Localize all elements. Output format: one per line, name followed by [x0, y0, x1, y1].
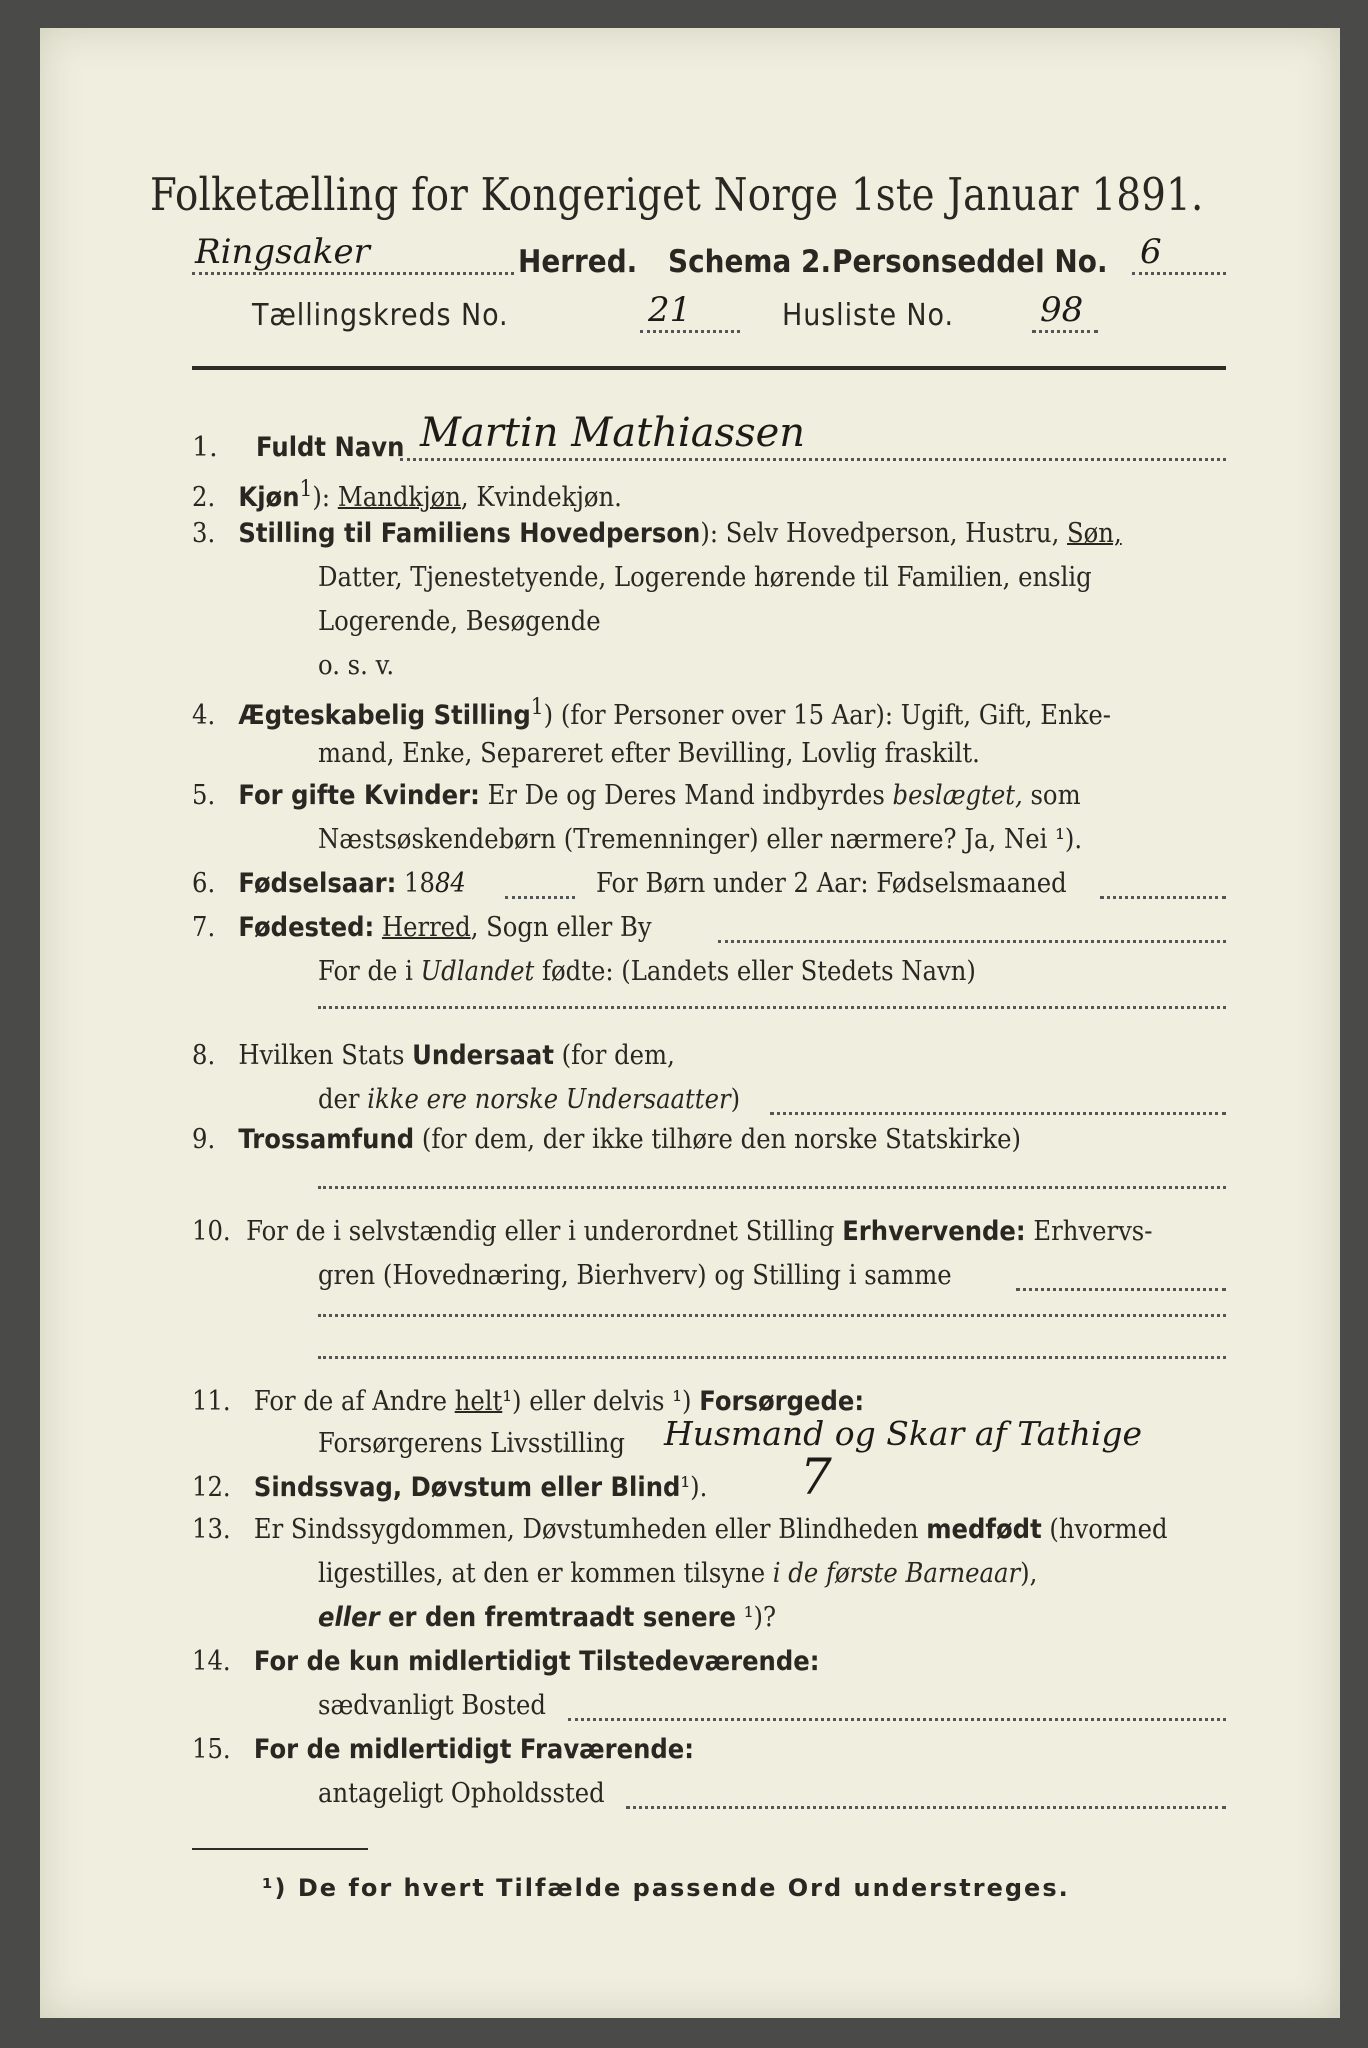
item-6-dots — [1100, 896, 1226, 899]
item-10-line2: gren (Hovednæring, Bierhverv) og Stilling i samme — [318, 1260, 952, 1291]
item-7-line2-dots — [318, 1006, 1226, 1009]
footnote: ¹) De for hvert Tilfælde passende Ord understreges. — [262, 1874, 1070, 1902]
item-6-line1: 6. Fødselsaar: 1884 — [192, 868, 466, 899]
husliste-dots — [1032, 330, 1098, 333]
item-7-dots — [718, 940, 1226, 943]
item-4-line2: mand, Enke, Separeret efter Bevilling, Lovlig fraskilt. — [318, 738, 980, 769]
taellingskreds-dots — [640, 330, 740, 333]
schema-label: Schema 2. — [668, 244, 832, 280]
item-13-line1: 13. Er Sindssygdommen, Døvstumheden eller Blindheden medfødt (hvormed — [192, 1514, 1168, 1545]
item-14-line2: sædvanligt Bosted — [318, 1690, 546, 1721]
item-3-line4: o. s. v. — [318, 650, 395, 681]
stilling-selected: Søn, — [1067, 518, 1122, 549]
item-10-line3-dots — [318, 1314, 1226, 1317]
item-10-line4-dots — [318, 1356, 1226, 1359]
item-12-line1: 12. Sindssvag, Døvstum eller Blind¹). — [192, 1472, 708, 1503]
form-title: Folketælling for Kongeriget Norge 1ste Januar 1891. — [150, 168, 1204, 221]
item-6-sub: For Børn under 2 Aar: Fødselsmaaned — [596, 868, 1067, 899]
taellingskreds-value: 21 — [648, 290, 692, 330]
item-2-line: 2. Kjøn$^1$): Mandkjøn, Kvindekjøn. — [192, 476, 622, 513]
item-8-line1: 8. Hvilken Stats Undersaat (for dem, — [192, 1040, 675, 1071]
item-13-line3: eller er den fremtraadt senere ¹)? — [318, 1602, 777, 1633]
item-14-dots — [568, 1718, 1226, 1721]
item-3-line2: Datter, Tjenestetyende, Logerende hørende til Familien, enslig — [318, 562, 1092, 593]
forsorger-livsstilling-value: Husmand og Skar af Tathige — [664, 1414, 1143, 1453]
item-10-line1: 10. For de i selvstændig eller i underordnet Stilling Erhvervende: Erhvervs- — [192, 1216, 1153, 1247]
personseddel-label: Personseddel No. — [832, 244, 1108, 280]
full-name-value: Martin Mathiassen — [420, 410, 806, 456]
forsorget-selected: helt — [454, 1386, 503, 1417]
personseddel-dots — [1132, 272, 1226, 275]
item-8-dots — [770, 1112, 1226, 1115]
husliste-value: 98 — [1040, 290, 1084, 330]
item-7-line1: 7. Fødested: Herred, Sogn eller By — [192, 912, 652, 943]
item-4-line1: 4. Ægteskabelig Stilling$^1$) (for Personer over 15 Aar): Ugift, Gift, Enke- — [192, 694, 1111, 731]
item-7-line2: For de i Udlandet fødte: (Landets eller Stedets Navn) — [318, 956, 976, 987]
item-5-line2: Næstsøskendebørn (Tremenninger) eller nærmere? Ja, Nei ¹). — [318, 824, 1083, 855]
item-1-label: Fuldt Navn — [256, 432, 405, 463]
taellingskreds-label: Tællingskreds No. — [252, 298, 509, 333]
header-rule — [192, 366, 1226, 370]
birth-year-value: 84 — [434, 868, 466, 899]
herred-value: Ringsaker — [195, 232, 370, 272]
item-14-line1: 14. For de kun midlertidigt Tilstedeværende: — [192, 1646, 820, 1677]
item-3-line1: 3. Stilling til Familiens Hovedperson): Selv Hovedperson, Hustru, Søn, — [192, 518, 1122, 549]
item-10-dots — [1016, 1288, 1226, 1291]
item-9-line1: 9. Trossamfund (for dem, der ikke tilhøre den norske Statskirke) — [192, 1124, 1022, 1155]
item-12-value: 7 — [800, 1448, 832, 1506]
item-1-number: 1. — [192, 432, 218, 463]
kjon-selected: Mandkjøn — [337, 482, 461, 513]
item-11-line1: 11. For de af Andre helt¹) eller delvis ¹) Forsørgede: — [192, 1386, 865, 1417]
footnote-rule — [192, 1848, 368, 1850]
item-6-year-dots — [505, 896, 575, 899]
item-15-dots — [626, 1806, 1226, 1809]
herred-label: Herred. — [518, 244, 638, 280]
item-8-line2: der ikke ere norske Undersaatter) — [318, 1084, 741, 1115]
item-15-line1: 15. For de midlertidigt Fraværende: — [192, 1734, 694, 1765]
item-3-line3: Logerende, Besøgende — [318, 606, 601, 637]
husliste-label: Husliste No. — [782, 298, 954, 333]
fodested-selected: Herred — [381, 912, 471, 943]
herred-dots — [192, 272, 514, 275]
personseddel-value: 6 — [1140, 232, 1162, 272]
item-1-dots — [400, 458, 1226, 461]
item-13-line2: ligestilles, at den er kommen tilsyne i de første Barneaar), — [318, 1558, 1038, 1589]
item-15-line2: antageligt Opholdssted — [318, 1778, 605, 1809]
item-5-line1: 5. For gifte Kvinder: Er De og Deres Mand indbyrdes beslægtet, som — [192, 780, 1081, 811]
item-9-dots — [318, 1186, 1226, 1189]
item-11-line2: Forsørgerens Livsstilling — [318, 1428, 625, 1459]
